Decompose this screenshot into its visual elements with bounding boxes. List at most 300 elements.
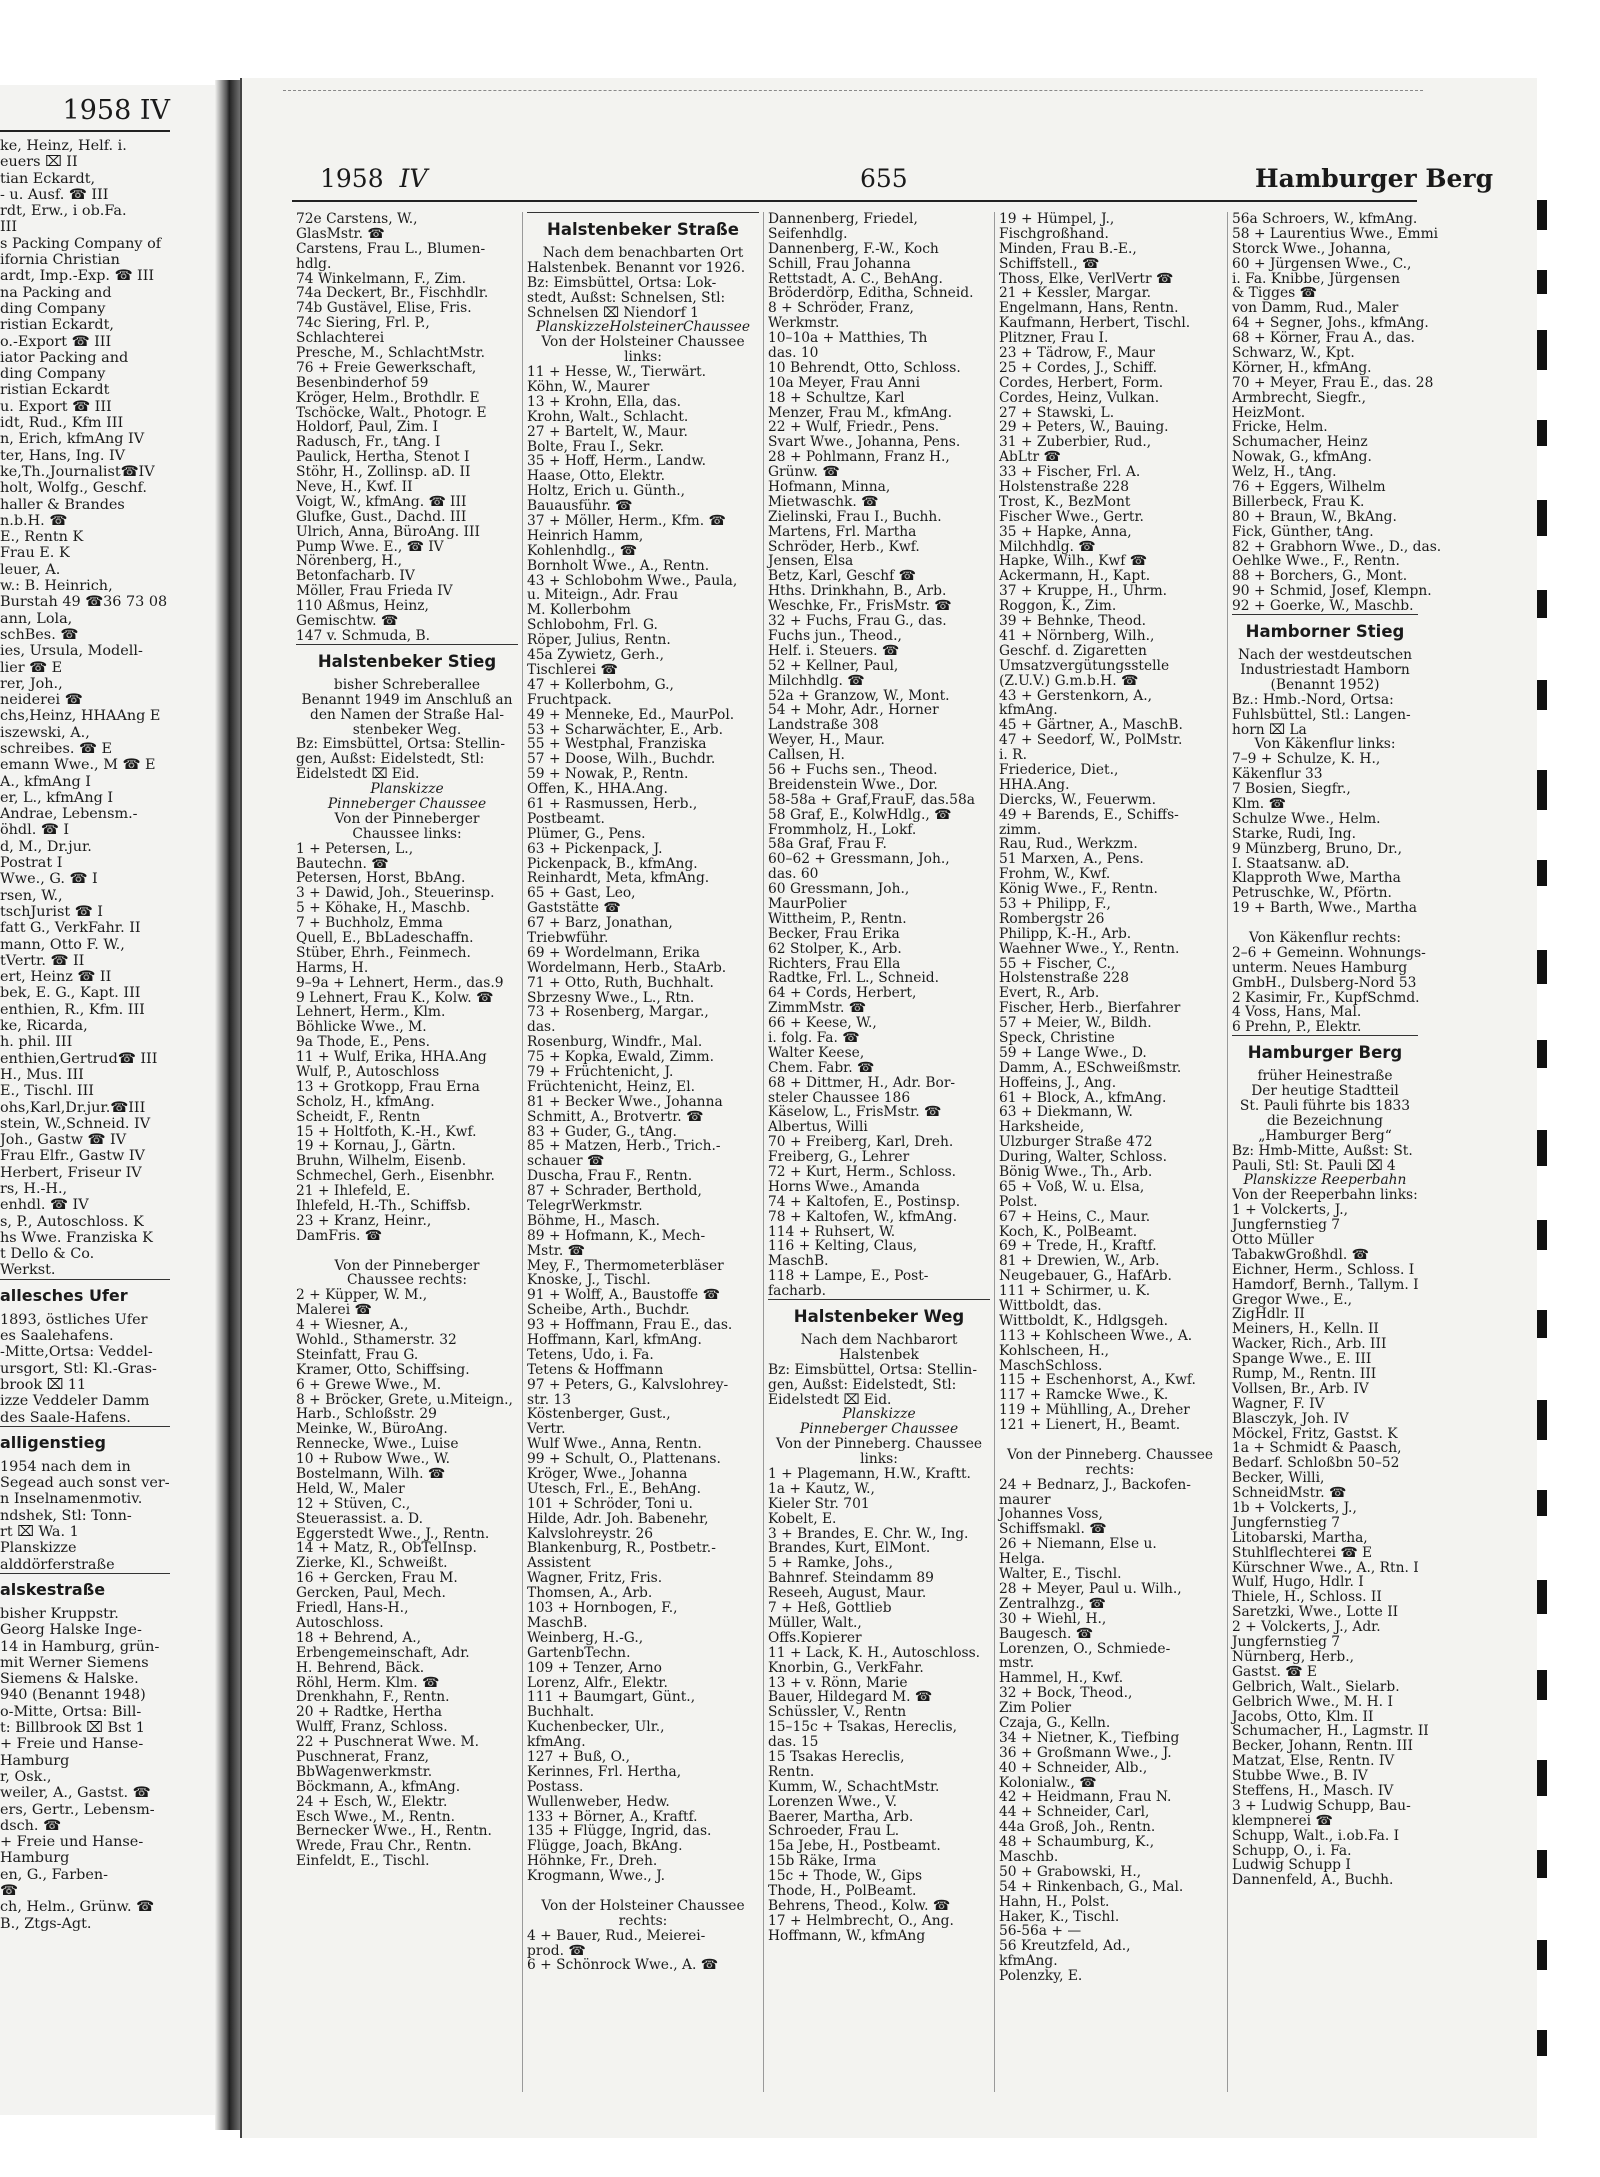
entry-line: PlanskizzeHolsteinerChaussee — [535, 319, 750, 336]
entry-line: 79 + Früchtenicht, J. — [527, 1063, 674, 1080]
street-heading: Halstenbeker Stieg — [296, 644, 518, 678]
entry-line: 55 + Fischer, C., — [999, 955, 1116, 972]
entry-line: 17 + Helmbrecht, O., Ang. — [768, 1912, 954, 1929]
entry-line: 78 + Kaltofen, W., kfmAng. — [768, 1208, 958, 1225]
page-street-range: Hamburger Berg — [1255, 164, 1494, 193]
entry-line: 15c + Thode, W., Gips — [768, 1868, 923, 1885]
entry-line: Lorenz, Alfr., Elektr. — [527, 1674, 668, 1691]
directory-column-2 — [527, 212, 759, 1973]
entry-line: König Wwe., F., Rentn. — [999, 881, 1158, 898]
entry-line: Utesch, Frl., E., BehAng. — [527, 1480, 702, 1497]
entry-line: Radusch, Fr., tAng. I — [296, 434, 441, 451]
entry-line: haller & Brandes — [0, 496, 125, 513]
entry-line: rsen, W., — [0, 887, 63, 904]
entry-line: das. 10 — [768, 345, 819, 362]
entry-line: Bahnref. Steindamm 89 — [768, 1570, 934, 1587]
entry-line: ZigHdlr. II — [1232, 1306, 1305, 1323]
entry-line: Kumm, W., SchachtMstr. — [768, 1778, 940, 1795]
entry-line: Fick, Günther, tAng. — [1232, 523, 1374, 540]
entry-line: 19 + Hümpel, J., — [999, 211, 1115, 227]
entry-line: 42 + Heidmann, Frau N. — [999, 1789, 1172, 1806]
entry-line: Flügge, Joach, BkAng. — [527, 1838, 683, 1855]
entry-line: Offen, K., HHA.Ang. — [527, 781, 668, 798]
entry-line: bek, E. G., Kapt. III — [0, 985, 141, 1002]
entry-line: Friedl, Hans-H., — [296, 1600, 409, 1617]
entry-line: Friederice, Diet., — [999, 761, 1119, 778]
entry-line: Behrens, Theod., Kolw. ☎ — [768, 1897, 951, 1914]
entry-line: kfmAng. — [999, 1953, 1058, 1970]
entry-line: 58 Graf, E., KolwHdlg., ☎ — [768, 806, 952, 823]
entry-line: Hapke, Wilh., Kwf ☎ — [999, 553, 1147, 570]
entry-line: Bz: Eimsbüttel, Ortsa: Stellin- — [296, 736, 505, 753]
entry-line: das. — [527, 1019, 556, 1036]
entry-line: Seifenhdlg. — [768, 225, 848, 242]
entry-line: ann, Lola, — [0, 610, 73, 627]
entry-line: Gercken, Paul, Mech. — [296, 1585, 446, 1602]
entry-line: 940 (Benannt 1948) — [0, 1687, 146, 1704]
entry-line: Diercks, W., Feuerwm. — [999, 791, 1157, 808]
entry-line: 22 + Wulf, Friedr., Pens. — [768, 419, 940, 436]
entry-line: 81 + Becker Wwe., Johanna — [527, 1093, 723, 1110]
entry-line: Eggerstedt Wwe., J., Rentn. — [296, 1525, 490, 1542]
entry-line: 68 + Dittmer, H., Adr. Bor- — [768, 1074, 956, 1091]
entry-line: Erbengemeinschaft, Adr. — [296, 1644, 470, 1661]
entry-line: Bolte, Frau I., Sekr. — [527, 438, 665, 455]
entry-line: Minden, Frau B.-E., — [999, 240, 1137, 257]
entry-line: klempnerei ☎ — [1232, 1812, 1333, 1829]
entry-line: Polenzky, E. — [999, 1968, 1083, 1985]
entry-line: Bornholt Wwe., A., Rentn. — [527, 557, 710, 574]
thumb-index-mark — [1537, 1040, 1547, 1068]
entry-line: 31 + Zuberbier, Rud., — [999, 434, 1152, 451]
entry-line: Hahn, H., Polst. — [999, 1893, 1110, 1910]
thumb-index-mark — [1537, 270, 1547, 294]
entry-line: Malerei ☎ — [296, 1302, 372, 1319]
entry-line: Holstenstraße 228 — [999, 479, 1129, 496]
entry-line: Petersen, Horst, BbAng. — [296, 870, 466, 887]
entry-line: 118 + Lampe, E., Post- — [768, 1268, 929, 1285]
entry-line: Weschke, Fr., FrisMstr. ☎ — [768, 598, 952, 615]
street-heading: alligenstieg — [0, 1426, 170, 1459]
entry-line: E., Tischl. III — [0, 1083, 94, 1100]
entry-line: Klm. ☎ — [1232, 795, 1286, 812]
entry-line: 13 + Grotkopp, Frau Erna — [296, 1078, 480, 1095]
entry-line: 11 + Lack, K. H., Autoschloss. — [768, 1644, 981, 1661]
entry-line: Von der Reeperbahn links: — [1232, 1187, 1418, 1204]
entry-line: 113 + Kohlscheen Wwe., A. — [999, 1327, 1193, 1344]
entry-line: Steuerassist. a. D. — [296, 1510, 423, 1527]
entry-line: HeizMont. — [1232, 404, 1306, 421]
entry-line: Kobelt, E. — [768, 1510, 837, 1527]
entry-line: Quell, E., BbLadeschaffn. — [296, 929, 474, 946]
entry-line: + Freie und Hanse- — [0, 1834, 144, 1851]
entry-line: ding Company — [0, 300, 106, 317]
entry-line: Kröger, Helm., Brothdlr. E — [296, 389, 480, 406]
entry-line: na Packing and — [0, 284, 112, 301]
entry-line: „Hamburger Berg“ — [1258, 1127, 1392, 1144]
entry-line: Von der Pinneberg. Chaussee — [775, 1436, 983, 1453]
entry-line: Ackermann, H., Kapt. — [999, 568, 1151, 585]
entry-line: t Dello & Co. — [0, 1246, 95, 1263]
entry-line: Breidenstein Wwe., Dor. — [768, 776, 938, 793]
entry-line: Welz, H., tAng. — [1232, 464, 1337, 481]
entry-line: Rau, Rud., Werkzm. — [999, 836, 1138, 853]
entry-line: Böhlicke Wwe., M. — [296, 1019, 427, 1036]
entry-line: Chaussee links: — [352, 825, 462, 842]
entry-line: 56a Schroers, W., kfmAng. — [1232, 211, 1418, 227]
entry-line: Kürschner Wwe., A., Rtn. I — [1232, 1559, 1419, 1576]
entry-line: Von Käkenflur links: — [1254, 736, 1396, 753]
entry-line: 99 + Schult, O., Plattenans. — [527, 1451, 721, 1468]
entry-line: Klapproth Wwe, Martha — [1232, 870, 1401, 887]
entry-line: Weyer, H., Maur. — [768, 732, 885, 749]
year-label: 1958 — [320, 164, 384, 193]
entry-line: brook ⌧ 11 — [0, 1376, 87, 1393]
entry-line: Halstenbek — [839, 1346, 919, 1363]
thumb-index-mark — [1537, 330, 1547, 370]
entry-line: d, M., Dr.jur. — [0, 838, 92, 855]
entry-line: 1a + Kautz, W., — [768, 1480, 875, 1497]
entry-line: Kohlscheen, H., — [999, 1342, 1110, 1359]
entry-line: Wullenweber, Hedw. — [527, 1793, 670, 1810]
entry-line: Tetens, Udo, i. Fa. — [527, 1346, 654, 1363]
entry-line: bisher Schreberallee — [333, 676, 481, 693]
entry-line: Fischgroßhand. — [999, 225, 1109, 242]
entry-line: Walter Keese, — [768, 1044, 865, 1061]
entry-line: 1 + Plagemann, H.W., Kraftt. — [768, 1466, 971, 1483]
entry-line: Hamburg — [0, 1752, 70, 1769]
entry-line: neiderei ☎ — [0, 692, 83, 709]
entry-line: Oehlke Wwe., F., Rentn. — [1232, 553, 1400, 570]
entry-line: 49 + Barends, E., Schiffs- — [999, 806, 1179, 823]
entry-line: Wulf, Hugo, Hdlr. I — [1232, 1574, 1364, 1591]
entry-line: Evert, R., Arb. — [999, 985, 1100, 1002]
entry-line: rt ⌧ Wa. 1 — [0, 1524, 79, 1541]
thumb-index-mark — [1537, 2030, 1547, 2056]
entry-line: Von der Holsteiner Chaussee — [541, 1897, 745, 1914]
entry-line: 56 Kreutzfeld, Ad., — [999, 1938, 1131, 1955]
entry-line: 87 + Schrader, Berthold, — [527, 1183, 702, 1200]
entry-line: Helga. — [999, 1551, 1046, 1568]
entry-line: Betz, Karl, Geschf ☎ — [768, 568, 916, 585]
entry-line: 3 + Ludwig Schupp, Bau- — [1232, 1797, 1411, 1814]
entry-line: Landstraße 308 — [768, 717, 879, 734]
entry-line: Knorbin, G., VerkFahr. — [768, 1659, 924, 1676]
entry-line: Scheibe, Arth., Buchdr. — [527, 1302, 690, 1319]
column-separator — [522, 212, 523, 2092]
entry-line: 81 + Drewien, W., Arb. — [999, 1253, 1160, 1270]
entry-line: 43 + Gerstenkorn, A., — [999, 687, 1152, 704]
entry-line: Schmechel, Gerh., Eisenbhr. — [296, 1168, 495, 1185]
entry-line: Milchhdlg. ☎ — [999, 538, 1096, 555]
entry-line: 45a Zywietz, Gerh., — [527, 647, 664, 664]
entry-line: Plitzner, Frau I. — [999, 330, 1109, 347]
entry-line: Von der Pinneberger — [334, 1257, 480, 1274]
entry-line: 117 + Ramcke Wwe., K. — [999, 1387, 1169, 1404]
entry-line: 74a Deckert, Br., Fischhdlr. — [296, 285, 489, 302]
entry-line: Otto Müller — [1232, 1232, 1314, 1248]
entry-line: Postass. — [527, 1778, 584, 1795]
entry-line: - u. Ausf. ☎ III — [0, 186, 109, 203]
entry-line: tVertr. ☎ II — [0, 952, 85, 969]
entry-line: rs, H.-H., — [0, 1181, 68, 1197]
entry-line: Schulze Wwe., Helm. — [1232, 810, 1381, 827]
entry-line: Wohld., Sthamerstr. 32 — [296, 1332, 457, 1349]
entry-line: Werkst. — [0, 1262, 56, 1279]
entry-line: 115 + Eschenhorst, A., Kwf. — [999, 1372, 1196, 1389]
entry-line: 127 + Buß, O., — [527, 1748, 630, 1765]
entry-line: 103 + Hornbogen, F., — [527, 1600, 678, 1617]
entry-line: & Tigges ☎ — [1232, 285, 1317, 302]
entry-line: 1 + Volckerts, J., — [1232, 1202, 1348, 1219]
entry-line: I. Staatsanw. aD. — [1232, 855, 1350, 872]
entry-line: alddörferstraße — [0, 1556, 115, 1573]
thumb-index-mark — [1537, 950, 1547, 984]
entry-line: 7 Bosien, Siegfr., — [1232, 781, 1351, 798]
entry-line: n Inselnamenmotiv. — [0, 1491, 143, 1508]
entry-line: Radtke, Frl. L., Schneid. — [768, 970, 940, 987]
entry-line: ardt, Imp.-Exp. ☎ III — [0, 268, 155, 285]
entry-line: 32 + Bock, Theod., — [999, 1685, 1133, 1702]
entry-line: Assistent — [527, 1555, 591, 1572]
entry-line: weiler, A., Gastst. ☎ — [0, 1785, 151, 1802]
entry-line: i. R. — [999, 747, 1027, 764]
entry-line: Besenbinderhof 59 — [296, 374, 429, 391]
entry-line: öhdl. ☎ I — [0, 822, 70, 839]
entry-line: Meiners, H., Kelln. II — [1232, 1321, 1379, 1338]
entry-line: 7 + Heß, Gottlieb — [768, 1600, 892, 1617]
entry-line: 1b + Volckerts, J., — [1232, 1500, 1357, 1517]
entry-line: Früchtenicht, Heinz, El. — [527, 1078, 696, 1095]
entry-line: Becker, Willi, — [1232, 1470, 1325, 1487]
entry-line: 22 + Puschnerat Wwe. M. — [296, 1734, 479, 1751]
entry-line: er, L., kfmAng I — [0, 789, 114, 806]
entry-line: tian Eckardt, — [0, 170, 96, 187]
entry-line: 5 + Ramke, Johs., — [768, 1555, 893, 1572]
entry-line: Engelmann, Hans, Rentn. — [999, 300, 1179, 317]
thumb-index-mark — [1537, 680, 1547, 710]
thumb-index-mark — [1537, 1490, 1547, 1516]
entry-line: Hamburg — [0, 1850, 70, 1867]
street-heading: Halstenbeker Weg — [768, 1299, 990, 1333]
entry-line: Sbrzesny Wwe., L., Rtn. — [527, 989, 695, 1006]
street-heading: allesches Ufer — [0, 1279, 170, 1312]
entry-line: 76 + Eggers, Wilhelm — [1232, 479, 1386, 496]
entry-line: 63 + Diekmann, W. — [999, 1104, 1133, 1121]
entry-line: Fischer Wwe., Gertr. — [999, 508, 1144, 525]
entry-line: tschJurist ☎ I — [0, 903, 103, 920]
entry-line: 114 + Ruhsert, W. — [768, 1223, 896, 1240]
entry-line: 60 + Jürgensen Wwe., C., — [1232, 255, 1412, 272]
entry-line: Paulick, Hertha, Stenot I — [296, 449, 470, 466]
entry-line: ch, Helm., Grünw. ☎ — [0, 1899, 155, 1916]
entry-line: During, Walter, Schloss. — [999, 1149, 1167, 1166]
entry-line: Planskizze — [0, 1540, 77, 1557]
entry-line: 147 v. Schmuda, B. — [296, 627, 431, 644]
entry-line: 53 + Scharwächter, E., Arb. — [527, 721, 723, 738]
entry-line: 44 + Schneider, Carl, — [999, 1804, 1150, 1821]
entry-line: 74b Gustävel, Elise, Fris. — [296, 300, 472, 317]
entry-line: Heinrich Hamm, — [527, 527, 644, 544]
entry-line: Kerinnes, Frl. Hertha, — [527, 1763, 682, 1780]
entry-line: Holstenstraße 228 — [999, 970, 1129, 987]
entry-line: 68 + Körner, Frau A., das. — [1232, 330, 1415, 347]
entry-line: Körner, H., kfmAng. — [1232, 359, 1372, 376]
entry-line: Menzer, Frau M., kfmAng. — [768, 404, 953, 421]
entry-line: Harb., Schloßstr. 29 — [296, 1406, 437, 1423]
entry-line: 57 + Doose, Wilh., Buchdr. — [527, 751, 716, 768]
entry-line: Drenkhahn, F., Rentn. — [296, 1689, 450, 1706]
entry-line: 6 + Grewe Wwe., M. — [296, 1376, 442, 1393]
left-page-header-rule — [0, 130, 170, 132]
entry-line: Bz: Eimsbüttel, Ortsa: Lok- — [527, 274, 717, 291]
entry-line: kfmAng. — [527, 1734, 586, 1751]
entry-line: 65 + Voß, W. u. Elsa, — [999, 1178, 1145, 1195]
entry-line: 72 + Kurt, Herm., Schloss. — [768, 1164, 957, 1180]
entry-line: 27 + Bartelt, W., Maur. — [527, 423, 688, 440]
entry-line: 23 + Tädrow, F., Maur — [999, 345, 1156, 362]
entry-line: die Bezeichnung — [1266, 1112, 1384, 1129]
entry-line: Fuchs jun., Theod., — [768, 627, 902, 644]
entry-line: 50 + Grabowski, H., — [999, 1863, 1142, 1880]
entry-line: 59 + Lange Wwe., D. — [999, 1044, 1147, 1061]
entry-line: Köhn, W., Maurer — [527, 379, 650, 396]
entry-line: Schlobohm, Frl. G. — [527, 617, 658, 634]
entry-line: Stüber, Ehrh., Feinmech. — [296, 944, 471, 961]
left-page-header: 1958 IV — [62, 95, 170, 126]
entry-line: 2–6 + Gemeinn. Wohnungs- — [1232, 944, 1426, 961]
entry-line: ursgort, Stl: Kl.-Gras- — [0, 1360, 157, 1377]
entry-line: MaschSchloss. — [999, 1357, 1103, 1374]
entry-line: Voigt, W., kfmAng. ☎ III — [296, 493, 467, 510]
entry-line: Puschnerat, Franz, — [296, 1748, 429, 1765]
entry-line: Bz.: Hmb.-Nord, Ortsa: — [1232, 691, 1394, 708]
entry-line: Umsatzvergütungsstelle — [999, 657, 1170, 674]
entry-line: Wittheim, P., Rentn. — [768, 910, 907, 927]
entry-line: 43 + Schlobohm Wwe., Paula, — [527, 572, 738, 589]
entry-line: Geschf. d. Zigaretten — [999, 642, 1147, 659]
entry-line: Schroeder, Frau L. — [768, 1823, 900, 1840]
entry-line: Köstenberger, Gust., — [527, 1406, 671, 1423]
entry-line: rdt, Erw., i ob.Fa. — [0, 203, 127, 220]
entry-line: 93 + Hoffmann, Frau E., das. — [527, 1317, 733, 1334]
entry-line: Von der Pinneberger — [334, 810, 480, 827]
entry-line: Ulrich, Anna, BüroAng. III — [296, 523, 480, 540]
directory-column-5 — [1232, 211, 1442, 1889]
entry-line: 14 in Hamburg, grün- — [0, 1638, 160, 1655]
entry-line: Pump Wwe. E., ☎ IV — [296, 538, 444, 555]
thumb-index-mark — [1537, 860, 1547, 886]
entry-line: iator Packing and — [0, 349, 129, 366]
entry-line: HHA.Ang. — [999, 776, 1070, 793]
entry-line: 44a Groß, Joh., Rentn. — [999, 1819, 1156, 1836]
entry-line: Esch Wwe., M., Rentn. — [296, 1808, 456, 1825]
entry-line: Joh., Gastw ☎ IV — [0, 1132, 127, 1149]
entry-line: Buchhalt. — [527, 1704, 595, 1721]
entry-line: Hoffmann, Karl, kfmAng. — [527, 1332, 702, 1349]
entry-line: Walter, E., Tischl. — [999, 1566, 1122, 1583]
entry-line: 2 Kasimir, Fr., KupfSchmd. — [1232, 989, 1420, 1006]
entry-line: ke,Th.,Journalist☎IV — [0, 463, 155, 480]
entry-line: -Mitte,Ortsa: Veddel- — [0, 1344, 153, 1361]
entry-line: Bautechn. ☎ — [296, 855, 389, 872]
entry-line: Reseeh, August, Maur. — [768, 1585, 927, 1602]
entry-line: Nach dem benachbarten Ort — [542, 245, 744, 261]
entry-line: u. Export ☎ III — [0, 398, 112, 415]
entry-line: Benannt 1949 im Anschluß an — [301, 691, 513, 708]
entry-line — [999, 1433, 1221, 1448]
entry-line: 64 + Segner, Johs., kfmAng. — [1232, 315, 1429, 332]
entry-line: horn ⌧ La — [1232, 721, 1307, 738]
entry-line: Böckmann, A., kfmAng. — [296, 1778, 461, 1795]
entry-line: Jacobs, Otto, Klm. II — [1232, 1708, 1374, 1725]
entry-line: 56-56a + — — [999, 1923, 1082, 1940]
entry-line: s Packing Company of — [0, 235, 162, 252]
entry-line: Zielinski, Frau I., Buchh. — [768, 508, 942, 525]
entry-line: Matzat, Else, Rentn. IV — [1232, 1753, 1395, 1770]
book-gutter — [215, 80, 241, 2130]
entry-line: Hammel, H., Kwf. — [999, 1670, 1124, 1687]
entry-line: i. Fa. Knibbe, Jürgensen — [1232, 270, 1401, 287]
column-separator — [763, 212, 764, 2092]
entry-line: 58-58a + Graf,FrauF, das.58a — [768, 791, 975, 808]
entry-line: Rosenburg, Windfr., Mal. — [527, 1034, 703, 1051]
street-heading: Hamborner Stieg — [1232, 614, 1418, 648]
entry-line: izze Veddeler Damm — [0, 1393, 150, 1410]
entry-line: 10–10a + Matthies, Th — [768, 330, 928, 347]
entry-line: Jensen, Elsa — [768, 553, 854, 570]
entry-line: en, G., Farben- — [0, 1866, 108, 1883]
entry-line: Burstah 49 ☎36 73 08 — [0, 594, 168, 611]
entry-line: Röper, Julius, Rentn. — [527, 632, 671, 649]
entry-line: Grünw. ☎ — [768, 464, 840, 481]
entry-line: 74c Siering, Frl. P., — [296, 315, 430, 332]
entry-line: 9 Lehnert, Frau K., Kolw. ☎ — [296, 989, 494, 1006]
entry-line: Offs.Kopierer — [768, 1629, 862, 1646]
entry-line: Frau Elfr., Gastw IV — [0, 1148, 145, 1165]
entry-line: 58 + Laurentius Wwe., Emmi — [1232, 225, 1439, 242]
entry-line: Helf. i. Steuers. ☎ — [768, 642, 900, 659]
entry-line: Scheidt, F., Rentn — [296, 1108, 421, 1125]
entry-line: Horns Wwe., Amanda — [768, 1178, 920, 1195]
entry-line: 111 + Baumgart, Günt., — [527, 1689, 696, 1706]
thumb-index-mark — [1537, 770, 1547, 810]
entry-line: schauer ☎ — [527, 1153, 605, 1170]
thumb-index-mark — [1537, 1580, 1547, 1614]
entry-line: 47 + Seedorf, W., PolMstr. — [999, 732, 1183, 749]
entry-line: 4 + Wiesner, A., — [296, 1317, 409, 1334]
entry-line: u. Miteign., Adr. Frau — [527, 587, 679, 604]
entry-line: mit Werner Siemens — [0, 1654, 149, 1671]
entry-line: Jungfernstieg 7 — [1232, 1217, 1341, 1234]
entry-line: Thoss, Elke, VerlVertr ☎ — [999, 270, 1174, 287]
entry-line: 21 + Ihlefeld, E. — [296, 1183, 411, 1200]
entry-line: 18 + Schultze, Karl — [768, 389, 905, 406]
entry-line: 54 + Rinkenbach, G., Mal. — [999, 1878, 1184, 1895]
entry-line: Gaststätte ☎ — [527, 900, 621, 917]
entry-line: Mstr. ☎ — [527, 1242, 585, 1259]
entry-line: Steffens, H., Masch. IV — [1232, 1782, 1394, 1799]
entry-line: 5 + Köhake, H., Maschb. — [296, 900, 471, 917]
entry-line: (Z.U.V.) G.m.b.H. ☎ — [999, 672, 1139, 689]
entry-line: Gelbrich Wwe., M. H. I — [1232, 1693, 1393, 1710]
entry-line: Wwe., G. ☎ I — [0, 871, 98, 888]
entry-line: 37 + Kruppe, H., Uhrm. — [999, 583, 1168, 600]
entry-line: Duscha, Frau F., Rentn. — [527, 1168, 693, 1185]
thumb-index-mark — [1537, 1400, 1547, 1440]
entry-line: 15 + Holtfoth, K.-H., Kwf. — [296, 1123, 477, 1140]
entry-line: Wulf Wwe., Anna, Rentn. — [527, 1436, 702, 1453]
